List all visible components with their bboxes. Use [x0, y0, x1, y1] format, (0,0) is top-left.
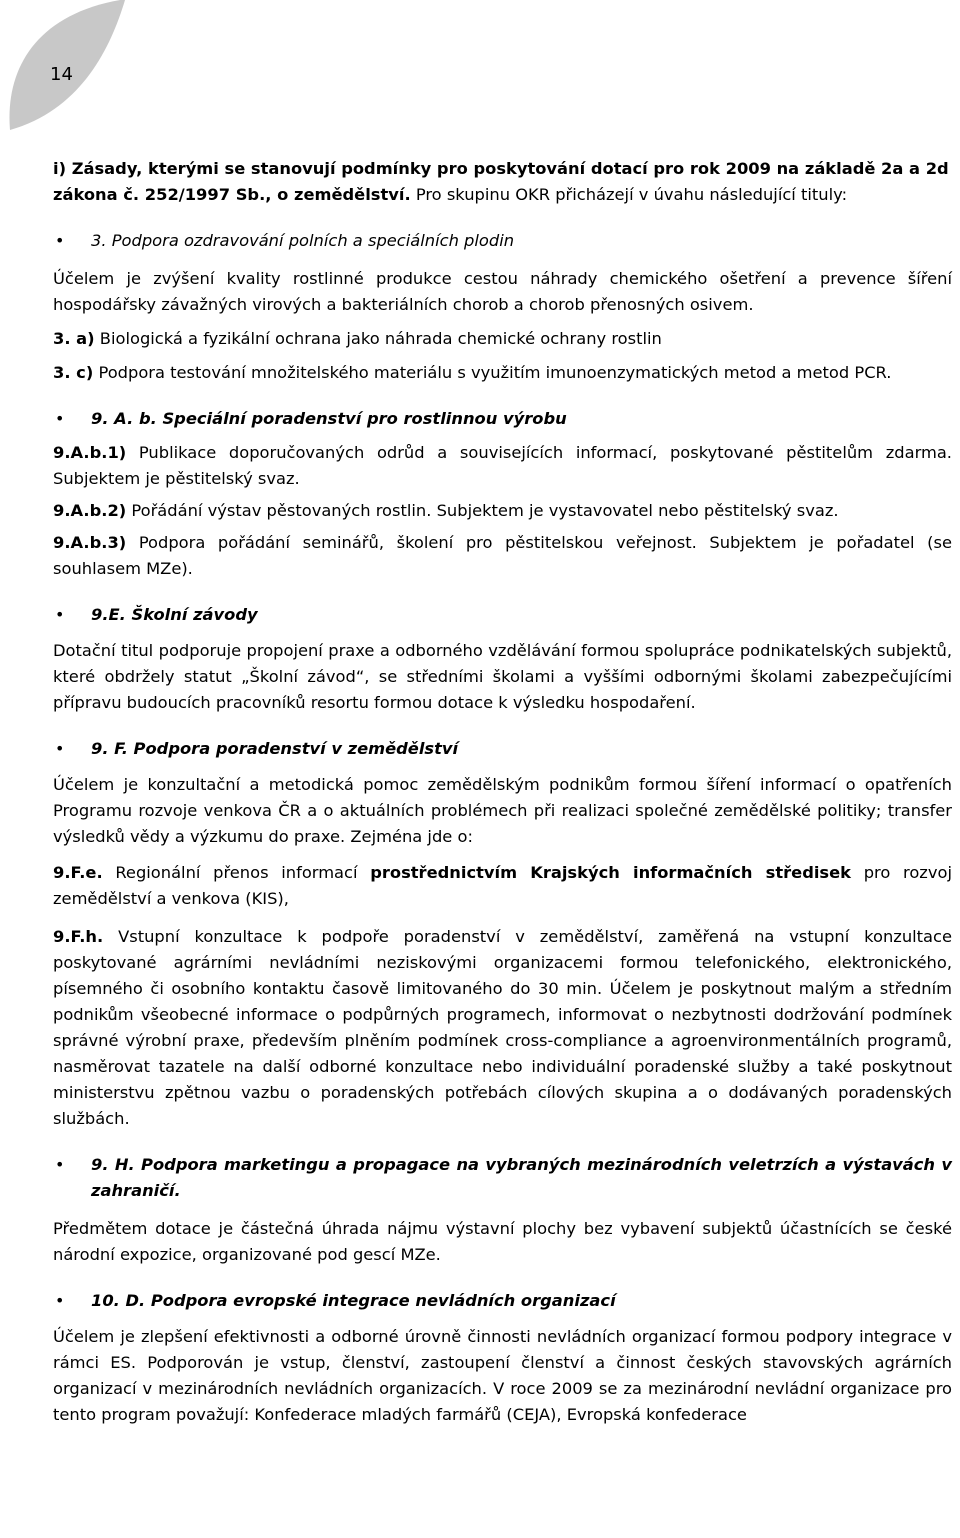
section-9h-heading-text: 9. H. Podpora marketingu a propagace na vybraných mezinárodních veletrzích a výstavách v zahraničí.	[91, 1155, 952, 1200]
page-number: 14	[50, 64, 73, 85]
section-9e-heading	[53, 602, 952, 628]
section-10d-text: Účelem je zlepšení efektivnosti a odborné úrovně činnosti nevládních organizací formou podpory integrace v rámci ES. Podporován je vstup, členství, zastoupení členství a činnost českých stavovských agrárních organizací v mezinárodních nevládních organizacích. V roce 2009 se za mezinárodní nevládní organizace pro tento program považují: Konfederace mladých farmářů (CEJA), Evropská konfederace	[53, 1327, 952, 1424]
section-10d-heading-text: 10. D. Podpora evropské integrace nevládních organizací	[91, 1291, 616, 1310]
intro-paragraph	[53, 156, 952, 208]
section-10d-heading	[53, 1288, 952, 1314]
section-3a-code: 3. a)	[53, 329, 95, 348]
section-3a	[53, 326, 952, 352]
section-9ab-heading-text: 9. A. b. Speciální poradenství pro rostlinnou výrobu	[91, 409, 567, 428]
section-3a-text: Biologická a fyzikální ochrana jako náhrada chemické ochrany rostlin	[94, 329, 662, 348]
section-9fh-code: 9.F.h.	[53, 927, 104, 946]
section-9f-heading	[53, 736, 952, 762]
section-3-heading-text: 3. Podpora ozdravování polních a speciálních plodin	[91, 231, 515, 250]
section-9h-heading	[53, 1152, 952, 1204]
section-9e-heading-text: 9.E. Školní závody	[91, 605, 258, 624]
section-9fe-code: 9.F.e.	[53, 863, 103, 882]
section-9ab3-text: Podpora pořádání seminářů, školení pro pěstitelskou veřejnost. Subjektem je pořadatel (se souhlasem MZe).	[53, 533, 952, 578]
bullet-icon: •	[55, 231, 65, 250]
section-9e-text: Dotační titul podporuje propojení praxe a odborného vzdělávání formou spolupráce podnikatelských subjektů, které obdržely statut „Školní závod“, se středními školami a vyššími odbornými školami zabezpečujícími přípravu budoucích pracovníků resortu formou dotace k výsledku hospodaření.	[53, 641, 952, 712]
intro-bold-text: i) Zásady, kterými se stanovují podmínky pro poskytování dotací pro rok 2009 na základě 2a a 2d zákona č. 252/1997 Sb., o zemědělství.	[53, 159, 949, 204]
section-9ab3-code: 9.A.b.3)	[53, 533, 127, 552]
section-9fh-text: Vstupní konzultace k podpoře poradenství v zemědělství, zaměřená na vstupní konzultace poskytované agrárními nevládními neziskovými organizacemi formou telefonického, elektronického, písemného či osobního kontaktu časově limitovaného do 30 min. Účelem je poskytnout malým a středním podnikům všeobecné informace o podpůrných programech, informovat o nezbytnosti dodržování podmínek správné výrobní praxe, především plněním podmínek cross-compliance a agroenvironmentálních programů, nasměrovat tazatele na další odborné konzultace nebo individuální poradenské služby a také poskytnout ministerstvu zpětnou vazbu o poradenských potřebách cílových skupina a o dodávaných poradenských službách.	[53, 927, 952, 1128]
bullet-icon: •	[55, 409, 65, 428]
bullet-icon: •	[55, 1155, 65, 1174]
bullet-icon: •	[55, 1291, 65, 1310]
section-9f-text: Účelem je konzultační a metodická pomoc zemědělským podnikům formou šíření informací o opatřeních Programu rozvoje venkova ČR a o aktuálních problémech při realizaci společné zemědělské politiky; transfer výsledků vědy a výzkumu do praxe. Zejména jde o:	[53, 775, 952, 846]
section-9ab1	[53, 440, 952, 492]
intro-text: Pro skupinu OKR přicházejí v úvahu následující tituly:	[410, 185, 848, 204]
section-9f-heading-text: 9. F. Podpora poradenství v zemědělství	[91, 739, 459, 758]
section-9ab1-code: 9.A.b.1)	[53, 443, 127, 462]
bullet-icon: •	[55, 605, 65, 624]
section-3-text: Účelem je zvýšení kvality rostlinné produkce cestou náhrady chemického ošetření a prevence šíření hospodářsky závažných virových a bakteriálních chorob a chorob přenosných osivem.	[53, 269, 952, 314]
bullet-icon: •	[55, 739, 65, 758]
section-9fe-text-end: pro rozvoj zemědělství a venkova (KIS),	[53, 863, 952, 908]
section-9ab3	[53, 530, 952, 582]
section-3c-text: Podpora testování množitelského materiálu s využitím imunoenzymatických metod a metod PCR.	[93, 363, 892, 382]
section-9ab2-text: Pořádání výstav pěstovaných rostlin. Subjektem je vystavovatel nebo pěstitelský svaz.	[126, 501, 839, 520]
section-3c-code: 3. c)	[53, 363, 94, 382]
section-3c	[53, 360, 952, 386]
section-9ab-heading	[53, 406, 952, 432]
section-9fe-bold: prostřednictvím Krajských informačních středisek	[370, 863, 851, 882]
document-body	[53, 156, 952, 1428]
section-3-heading	[53, 228, 952, 254]
section-9ab2-code: 9.A.b.2)	[53, 501, 127, 520]
section-9ab2	[53, 498, 952, 524]
section-9fe-text: Regionální přenos informací	[102, 863, 371, 882]
section-9h-text: Předmětem dotace je částečná úhrada nájmu výstavní plochy bez vybavení subjektů účastnících se české národní expozice, organizované pod gescí MZe.	[53, 1219, 952, 1264]
section-9fh	[53, 924, 952, 1132]
section-9ab1-text: Publikace doporučovaných odrůd a souvisejících informací, poskytované pěstitelům zdarma. Subjektem je pěstitelský svaz.	[53, 443, 952, 488]
section-9fe	[53, 860, 952, 912]
